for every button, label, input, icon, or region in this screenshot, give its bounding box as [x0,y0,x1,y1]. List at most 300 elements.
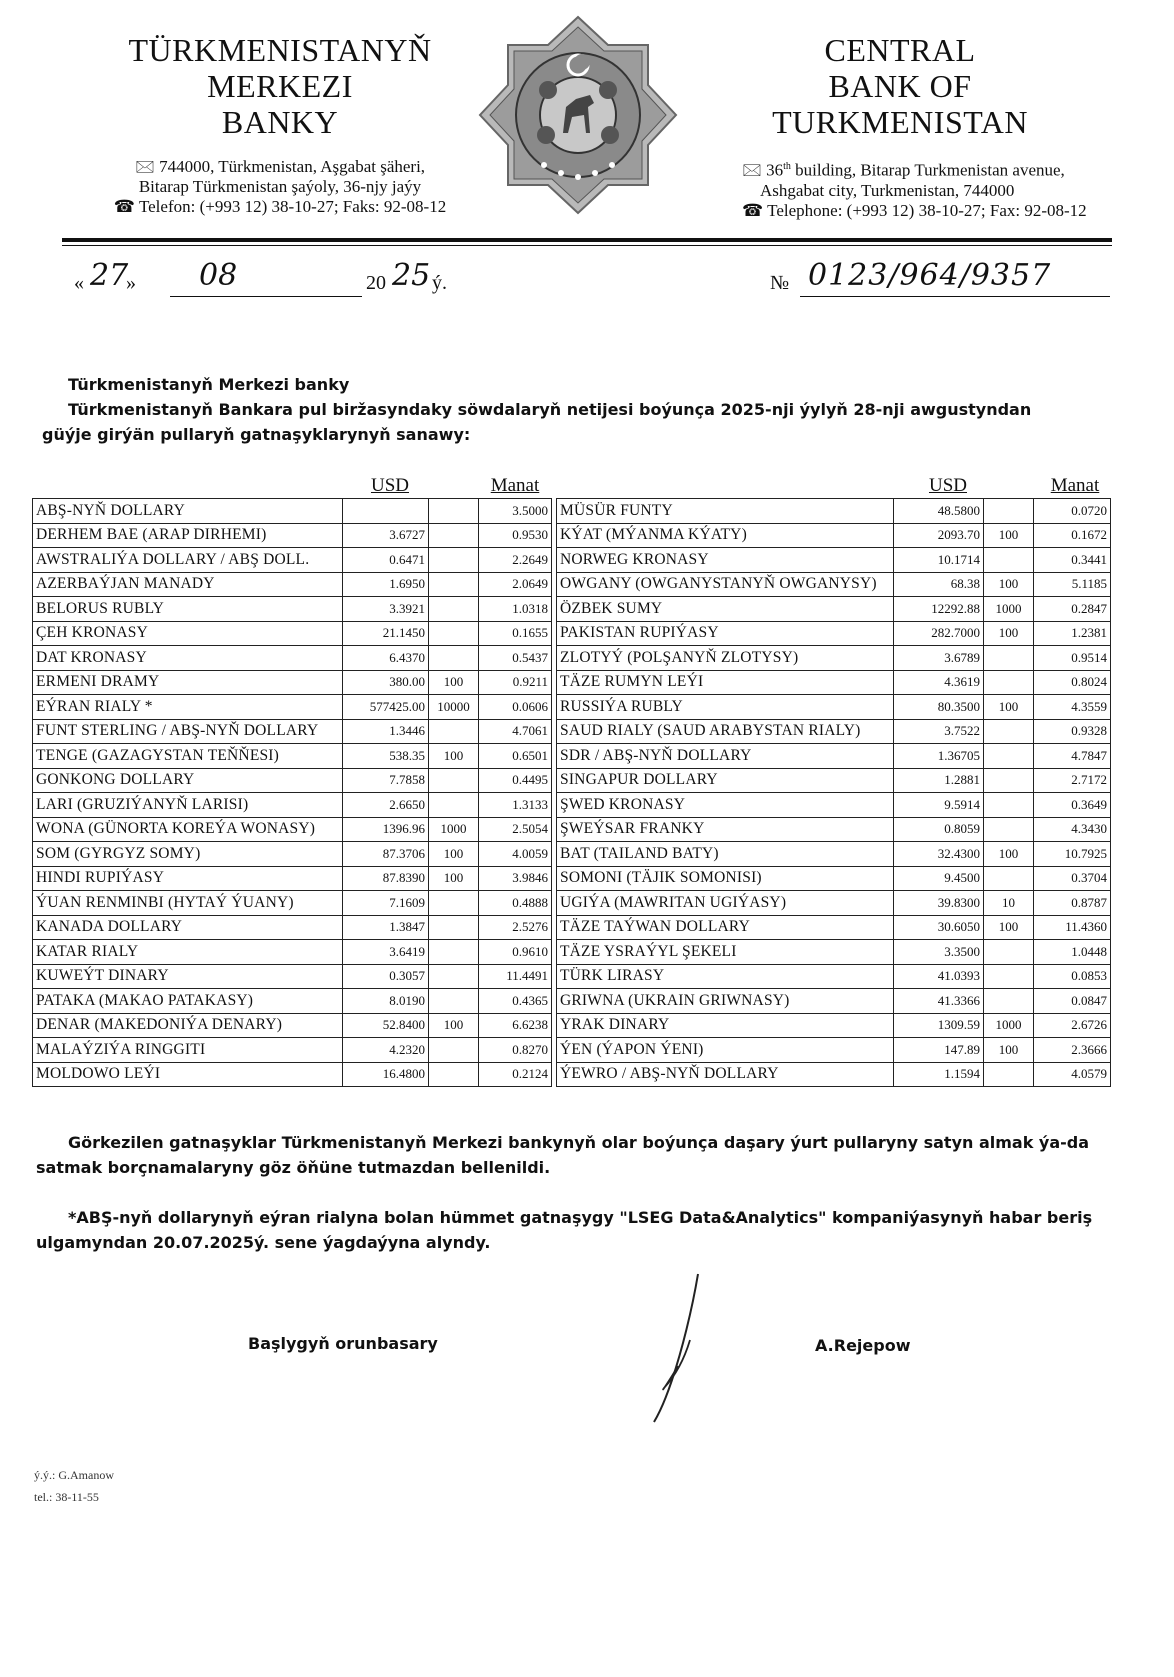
unit-multiplier [984,1062,1034,1087]
emblem-svg [478,15,678,215]
right-rate-row [557,572,1111,597]
address-right-line-3 [742,201,1162,221]
manat-rate: 10.7925 [1034,842,1111,867]
unit-multiplier [984,768,1034,793]
usd-rate: 87.3706 [343,842,429,867]
left-rate-row [33,646,552,671]
right-rate-row [557,499,1111,524]
usd-rate: 0.6471 [343,548,429,573]
left-rate-row [33,842,552,867]
currency-name: BELORUS RUBLY [33,597,343,622]
unit-multiplier: 100 [984,523,1034,548]
manat-rate: 0.4365 [479,989,552,1014]
left-rates-body [33,499,552,1087]
right-rate-row [557,1038,1111,1063]
usd-rate: 3.6419 [343,940,429,965]
document-number [770,258,1110,298]
manat-rate: 1.0448 [1034,940,1111,965]
header-rule-thin [62,245,1112,246]
right-rates-body [557,499,1111,1087]
currency-name: DENAR (MAKEDONIÝA DENARY) [33,1013,343,1038]
right-rate-row [557,768,1111,793]
currency-name: KATAR RIALY [33,940,343,965]
note-paragraph-2 [36,1205,1126,1255]
manat-rate: 3.5000 [479,499,552,524]
usd-rate: 52.8400 [343,1013,429,1038]
manat-rate: 0.0606 [479,695,552,720]
manat-rate: 4.0579 [1034,1062,1111,1087]
left-rate-row [33,1038,552,1063]
manat-rate: 2.5276 [479,915,552,940]
currency-name: NORWEG KRONASY [557,548,894,573]
left-rate-row [33,1062,552,1087]
manat-rate: 0.3704 [1034,866,1111,891]
unit-multiplier: 100 [429,1013,479,1038]
currency-name: HINDI RUPIÝASY [33,866,343,891]
usd-rate: 9.5914 [894,793,984,818]
unit-multiplier [984,817,1034,842]
usd-rate: 7.1609 [343,891,429,916]
manat-rate: 2.0649 [479,572,552,597]
usd-rate: 380.00 [343,670,429,695]
state-emblem [478,15,678,215]
unit-multiplier [429,548,479,573]
unit-multiplier [429,964,479,989]
usd-rate: 68.38 [894,572,984,597]
usd-rate: 39.8300 [894,891,984,916]
currency-name: RUSSIÝA RUBLY [557,695,894,720]
usd-rate: 48.5800 [894,499,984,524]
unit-multiplier: 100 [984,695,1034,720]
envelope-icon: 🖂 [742,160,762,180]
usd-rate: 21.1450 [343,621,429,646]
manat-rate: 0.0847 [1034,989,1111,1014]
usd-rate: 9.4500 [894,866,984,891]
manat-rate: 4.0059 [479,842,552,867]
currency-name: AWSTRALIÝA DOLLARY / ABŞ DOLL. [33,548,343,573]
manat-rate: 0.1655 [479,621,552,646]
phone-icon: ☎ [742,200,764,220]
usd-rate: 538.35 [343,744,429,769]
date-month: 08 [199,258,238,293]
unit-multiplier: 100 [984,842,1034,867]
currency-name: OWGANY (OWGANYSTANYŇ OWGANYSY) [557,572,894,597]
manat-rate: 2.2649 [479,548,552,573]
manat-rate: 0.9211 [479,670,552,695]
unit-multiplier [984,548,1034,573]
unit-multiplier [429,646,479,671]
footer-executor [34,1466,114,1506]
manat-rate: 5.1185 [1034,572,1111,597]
currency-name: SOM (GYRGYZ SOMY) [33,842,343,867]
executor-phone: tel.: 38-11-55 [34,1490,99,1504]
right-rate-row [557,523,1111,548]
usd-rate: 3.6789 [894,646,984,671]
right-rate-row [557,695,1111,720]
manat-rate: 11.4491 [479,964,552,989]
manat-rate: 0.0720 [1034,499,1111,524]
currency-name: KÝAT (MÝANMA KÝATY) [557,523,894,548]
currency-name: BAT (TAILAND BATY) [557,842,894,867]
unit-multiplier [429,989,479,1014]
usd-rate: 8.0190 [343,989,429,1014]
manat-rate: 4.7061 [479,719,552,744]
left-rate-row [33,523,552,548]
unit-multiplier [429,719,479,744]
currency-name: FUNT STERLING / ABŞ-NYŇ DOLLARY [33,719,343,744]
currency-name: SAUD RIALY (SAUD ARABYSTAN RIALY) [557,719,894,744]
usd-rate: 41.0393 [894,964,984,989]
handwritten-signature [620,1270,730,1430]
unit-multiplier: 1000 [429,817,479,842]
manat-rate: 0.9514 [1034,646,1111,671]
header-left-title [70,32,490,140]
address-right-1a: 36 [766,160,784,180]
usd-rate: 12292.88 [894,597,984,622]
unit-multiplier [984,646,1034,671]
note-paragraph-1 [36,1130,1126,1180]
header-right-title-line-1: CENTRAL [824,32,976,68]
left-rate-row [33,866,552,891]
manat-rate: 0.9610 [479,940,552,965]
left-rate-row [33,621,552,646]
unit-multiplier [984,989,1034,1014]
manat-rate: 0.8270 [479,1038,552,1063]
unit-multiplier: 100 [984,1038,1034,1063]
right-rate-row [557,597,1111,622]
date-day: 27 [90,258,129,293]
manat-rate: 1.3133 [479,793,552,818]
usd-rate: 2.6650 [343,793,429,818]
manat-rate: 0.4888 [479,891,552,916]
manat-rate: 0.8024 [1034,670,1111,695]
manat-rate: 0.6501 [479,744,552,769]
left-rate-row [33,744,552,769]
currency-name: KANADA DOLLARY [33,915,343,940]
right-manat-header: Manat [1050,475,1100,496]
address-line-1 [50,157,510,177]
date-line [74,258,494,298]
usd-rate: 1.2881 [894,768,984,793]
date-year-mark: ý. [432,272,447,294]
unit-multiplier: 1000 [984,597,1034,622]
currency-name: ÝEWRO / ABŞ-NYŇ DOLLARY [557,1062,894,1087]
header-rule-thick [62,238,1112,242]
usd-rate: 30.6050 [894,915,984,940]
usd-rate: 1309.59 [894,1013,984,1038]
manat-rate: 0.9530 [479,523,552,548]
currency-name: GRIWNA (UKRAIN GRIWNASY) [557,989,894,1014]
date-month-underline [170,296,362,297]
address-right-1b: building, Bitarap Turkmenistan avenue, [790,160,1065,180]
right-rate-row [557,744,1111,769]
currency-name: MALAÝZIÝA RINGGITI [33,1038,343,1063]
unit-multiplier [429,499,479,524]
currency-name: ÝUAN RENMINBI (HYTAÝ ÝUANY) [33,891,343,916]
number-value: 0123/964/9357 [808,258,1052,293]
unit-multiplier [984,793,1034,818]
currency-name: SINGAPUR DOLLARY [557,768,894,793]
usd-rate: 3.3500 [894,940,984,965]
manat-rate: 0.2124 [479,1062,552,1087]
left-rate-row [33,817,552,842]
usd-rate: 10.1714 [894,548,984,573]
unit-multiplier: 100 [984,621,1034,646]
manat-rate: 0.4495 [479,768,552,793]
currency-name: UGIÝA (MAWRITAN UGIÝASY) [557,891,894,916]
left-rate-row [33,915,552,940]
unit-multiplier [984,744,1034,769]
unit-multiplier [984,940,1034,965]
unit-multiplier: 1000 [984,1013,1034,1038]
unit-multiplier [984,499,1034,524]
currency-name: DAT KRONASY [33,646,343,671]
right-rate-row [557,621,1111,646]
unit-multiplier: 100 [429,744,479,769]
left-rate-row [33,499,552,524]
unit-multiplier [429,1062,479,1087]
unit-multiplier [429,1038,479,1063]
usd-rate: 3.7522 [894,719,984,744]
usd-rate: 6.4370 [343,646,429,671]
header-right-title-line-2: BANK OF [828,68,972,104]
currency-name: MÜSÜR FUNTY [557,499,894,524]
currency-name: TENGE (GAZAGYSTAN TEŇŇESI) [33,744,343,769]
manat-rate: 1.2381 [1034,621,1111,646]
usd-rate: 32.4300 [894,842,984,867]
manat-rate: 6.6238 [479,1013,552,1038]
date-open-quote: « [74,272,84,294]
currency-name: YRAK DINARY [557,1013,894,1038]
unit-multiplier: 100 [984,915,1034,940]
right-rate-row [557,989,1111,1014]
note-2-line-2: ulgamyndan 20.07.2025ý. sene ýagdaýyna alyndy. [36,1233,491,1252]
manat-rate: 11.4360 [1034,915,1111,940]
manat-rate: 2.5054 [479,817,552,842]
right-rate-row [557,548,1111,573]
header-left-title-line-2: MERKEZI [207,68,353,104]
intro-line-1: Türkmenistanyň Merkezi banky [68,375,350,394]
unit-multiplier [429,940,479,965]
usd-rate: 577425.00 [343,695,429,720]
unit-multiplier [984,719,1034,744]
right-rates-table [556,498,1111,1087]
right-rate-row [557,940,1111,965]
right-usd-header: USD [928,475,967,496]
left-usd-header: USD [370,475,409,496]
right-rate-row [557,1013,1111,1038]
manat-rate: 0.5437 [479,646,552,671]
right-rate-row [557,670,1111,695]
currency-name: LARI (GRUZIÝANYŇ LARISI) [33,793,343,818]
address-right-3: Telephone: (+993 12) 38-10-27; Fax: 92-08-12 [767,200,1087,220]
usd-rate: 80.3500 [894,695,984,720]
manat-rate: 0.2847 [1034,597,1111,622]
header-right-title [690,32,1110,140]
usd-rate: 1.3446 [343,719,429,744]
left-rate-row [33,597,552,622]
signature-svg [620,1270,730,1430]
usd-rate: 0.3057 [343,964,429,989]
usd-rate: 282.7000 [894,621,984,646]
unit-multiplier [429,915,479,940]
currency-name: ÝEN (ÝAPON ÝENI) [557,1038,894,1063]
usd-rate: 4.3619 [894,670,984,695]
left-rate-row [33,695,552,720]
number-label: № [770,272,790,294]
left-rate-row [33,989,552,1014]
note-1-line-2: satmak borçnamalaryny göz öňüne tutmazdan bellenildi. [36,1158,551,1177]
manat-rate: 4.3559 [1034,695,1111,720]
usd-rate: 16.4800 [343,1062,429,1087]
manat-rate: 2.3666 [1034,1038,1111,1063]
manat-rate: 0.3649 [1034,793,1111,818]
usd-rate: 7.7858 [343,768,429,793]
address-right-line-1 [742,157,1162,181]
manat-rate: 2.6726 [1034,1013,1111,1038]
currency-name: ŞWED KRONASY [557,793,894,818]
unit-multiplier [984,670,1034,695]
note-2-line-1: *ABŞ-nyň dollarynyň eýran rialyna bolan hümmet gatnaşygy "LSEG Data&Analytics" kompaniýasynyň habar beriş [68,1208,1093,1227]
currency-name: DERHEM BAE (ARAP DIRHEMI) [33,523,343,548]
signatory-position: Başlygyň orunbasary [248,1334,438,1353]
address-right-2: Ashgabat city, Turkmenistan, 744000 [760,180,1015,200]
currency-name: TÄZE TAÝWAN DOLLARY [557,915,894,940]
unit-multiplier: 100 [984,572,1034,597]
left-rate-row [33,964,552,989]
manat-rate: 0.9328 [1034,719,1111,744]
left-rates-table [32,498,552,1087]
right-rate-row [557,646,1111,671]
left-rate-row [33,1013,552,1038]
usd-rate: 1.1594 [894,1062,984,1087]
address-left-3: Telefon: (+993 12) 38-10-27; Faks: 92-08-12 [138,197,447,216]
header-left-address [50,157,510,217]
date-year: 25 [392,258,431,293]
manat-rate: 0.1672 [1034,523,1111,548]
unit-multiplier [429,621,479,646]
manat-rate: 0.0853 [1034,964,1111,989]
header-left-title-line-1: TÜRKMENISTANYŇ [128,32,432,68]
currency-name: MOLDOWO LEÝI [33,1062,343,1087]
usd-rate: 1.3847 [343,915,429,940]
unit-multiplier [429,768,479,793]
right-rate-row [557,842,1111,867]
number-underline [800,296,1110,297]
executor-name: ý.ý.: G.Amanow [34,1468,114,1482]
right-rate-row [557,964,1111,989]
note-1-line-1: Görkezilen gatnaşyklar Türkmenistanyň Merkezi bankynyň olar boýunça daşary ýurt pullaryny satyn almak ýa-da [68,1133,1090,1152]
unit-multiplier [429,523,479,548]
left-rate-row [33,572,552,597]
right-rate-row [557,719,1111,744]
header-right-address [742,157,1162,221]
currency-name: ÖZBEK SUMY [557,597,894,622]
usd-rate [343,499,429,524]
usd-rate: 1396.96 [343,817,429,842]
signatory-name: A.Rejepow [815,1336,911,1355]
currency-name: ABŞ-NYŇ DOLLARY [33,499,343,524]
currency-name: SOMONI (TÄJIK SOMONISI) [557,866,894,891]
usd-rate: 3.6727 [343,523,429,548]
manat-rate: 4.3430 [1034,817,1111,842]
date-year-prefix: 20 [366,272,386,294]
currency-name: ZLOTYÝ (POLŞANYŇ ZLOTYSY) [557,646,894,671]
intro-line-2: Türkmenistanyň Bankara pul biržasyndaky söwdalaryň netijesi boýunça 2025-nji ýylyň 28-nji awgustyndan [68,400,1032,419]
unit-multiplier: 100 [429,866,479,891]
right-rate-row [557,891,1111,916]
currency-name: PATAKA (MAKAO PATAKASY) [33,989,343,1014]
usd-rate: 4.2320 [343,1038,429,1063]
currency-name: SDR / ABŞ-NYŇ DOLLARY [557,744,894,769]
manat-rate: 2.7172 [1034,768,1111,793]
usd-rate: 3.3921 [343,597,429,622]
currency-name: TÄZE YSRAÝYL ŞEKELI [557,940,894,965]
right-rate-row [557,1062,1111,1087]
left-rate-row [33,670,552,695]
manat-rate: 3.9846 [479,866,552,891]
usd-rate: 41.3366 [894,989,984,1014]
envelope-icon: 🖂 [134,157,155,176]
currency-name: GONKONG DOLLARY [33,768,343,793]
unit-multiplier [429,572,479,597]
currency-name: PAKISTAN RUPIÝASY [557,621,894,646]
left-rate-row [33,940,552,965]
left-rate-row [33,719,552,744]
currency-name: WONA (GÜNORTA KOREÝA WONASY) [33,817,343,842]
intro-line-3: güýje girýän pullaryň gatnaşyklarynyň sanawy: [42,425,471,444]
phone-icon: ☎ [113,197,135,216]
usd-rate: 87.8390 [343,866,429,891]
manat-rate: 1.0318 [479,597,552,622]
left-manat-header: Manat [490,475,540,496]
currency-name: ŞWEÝSAR FRANKY [557,817,894,842]
usd-rate: 1.6950 [343,572,429,597]
address-left-2: Bitarap Türkmenistan şaýoly, 36-njy jaýy [138,177,422,196]
right-rate-row [557,915,1111,940]
right-rate-row [557,817,1111,842]
date-close-quote: » [126,272,136,294]
unit-multiplier [429,793,479,818]
unit-multiplier: 100 [429,842,479,867]
usd-rate: 2093.70 [894,523,984,548]
usd-rate: 147.89 [894,1038,984,1063]
left-rate-row [33,891,552,916]
unit-multiplier: 100 [429,670,479,695]
address-line-3 [50,197,510,217]
left-rate-row [33,548,552,573]
currency-name: EÝRAN RIALY * [33,695,343,720]
currency-name: ERMENI DRAMY [33,670,343,695]
right-rate-row [557,793,1111,818]
right-rate-row [557,866,1111,891]
currency-name: AZERBAÝJAN MANADY [33,572,343,597]
manat-rate: 0.3441 [1034,548,1111,573]
address-left-1: 744000, Türkmenistan, Aşgabat şäheri, [159,157,426,176]
unit-multiplier [984,964,1034,989]
unit-multiplier: 10 [984,891,1034,916]
address-right-sup: th [783,161,791,172]
unit-multiplier: 10000 [429,695,479,720]
unit-multiplier [429,891,479,916]
unit-multiplier [984,866,1034,891]
left-rate-row [33,793,552,818]
header-left-title-line-3: BANKY [221,104,339,140]
usd-rate: 1.36705 [894,744,984,769]
intro-text [42,372,1122,447]
manat-rate: 4.7847 [1034,744,1111,769]
unit-multiplier [429,597,479,622]
